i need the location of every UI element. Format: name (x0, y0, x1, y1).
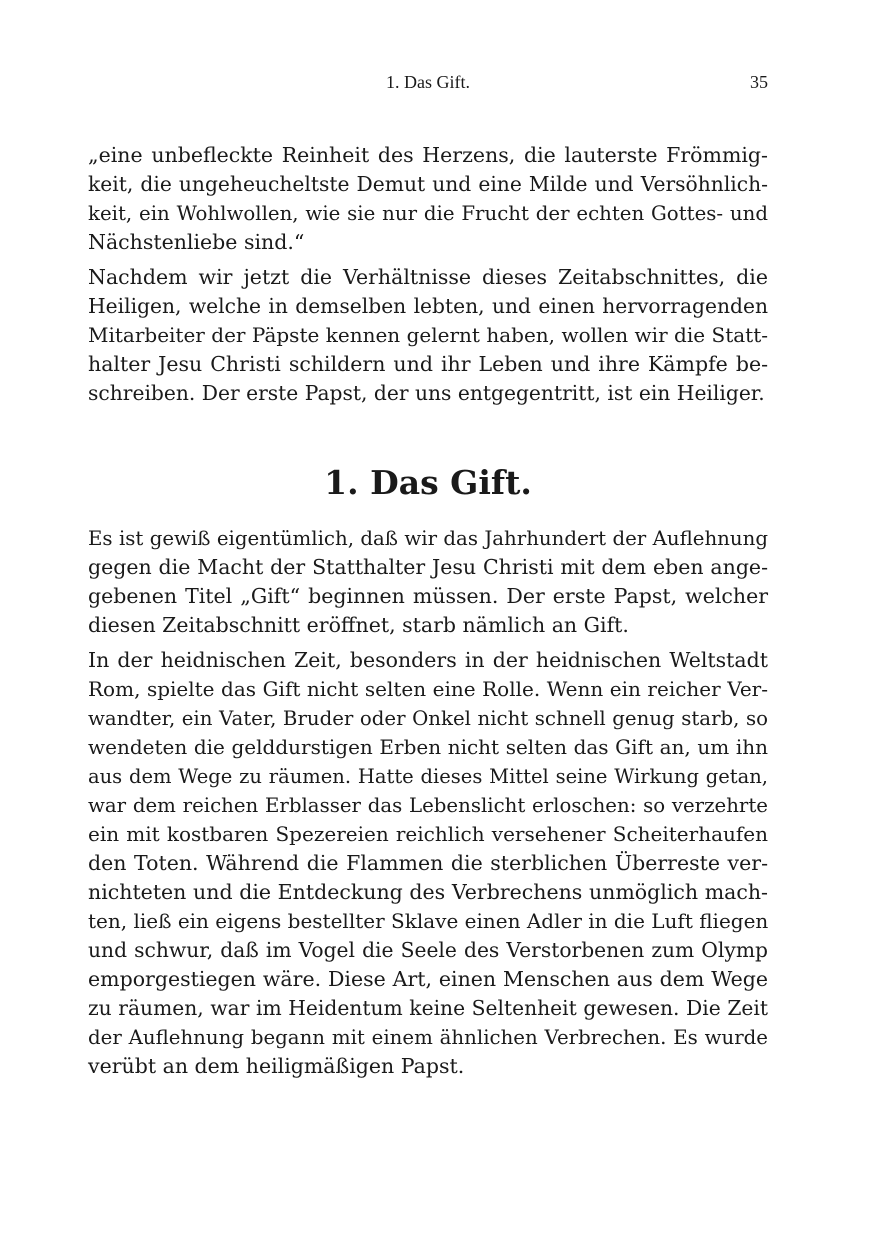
text-line: wendeten die gelddurstigen Erben nicht selten das Gift an, um ihn (88, 735, 768, 759)
text-line: keit, ein Wohlwollen, wie sie nur die Frucht der echten Gottes- und (88, 202, 768, 225)
text-line: keit, die ungeheucheltste Demut und eine Milde und Versöhnlich- (88, 172, 768, 196)
text-line: Nächstenliebe sind.“ (88, 230, 305, 254)
text-line: In der heidnischen Zeit, besonders in der heidnischen Weltstadt (88, 648, 768, 672)
text-line: Es ist gewiß eigentümlich, daß wir das Jahrhundert der Auflehnung (88, 527, 768, 550)
text-line: halter Jesu Christi schildern und ihr Leben und ihre Kämpfe be- (88, 352, 768, 376)
text-line: ten, ließ ein eigens bestellter Sklave einen Adler in die Luft fliegen (88, 909, 769, 933)
text-line: aus dem Wege zu räumen. Hatte dieses Mittel seine Wirkung getan, (88, 765, 768, 788)
text-line: war dem reichen Erblasser das Lebenslicht erloschen: so verzehrte (88, 794, 768, 817)
running-head-title: 1. Das Gift. (386, 72, 470, 92)
intro-text-block (88, 141, 768, 408)
section-heading: 1. Das Gift. (324, 463, 532, 502)
text-line: schreiben. Der erste Papst, der uns entgegentritt, ist ein Heiliger. (88, 381, 765, 405)
text-line: emporgestiegen wäre. Diese Art, einen Menschen aus dem Wege (88, 967, 768, 991)
text-line: wandter, ein Vater, Bruder oder Onkel nicht schnell genug starb, so (88, 707, 768, 730)
text-line: diesen Zeitabschnitt eröffnet, starb nämlich an Gift. (88, 613, 629, 637)
paragraph (88, 263, 768, 408)
running-head (88, 68, 768, 96)
text-line: und schwur, daß im Vogel die Seele des Verstorbenen zum Olymp (88, 938, 768, 962)
text-line: gegen die Macht der Statthalter Jesu Christi mit dem eben ange- (88, 555, 768, 579)
text-line: gebenen Titel „Gift“ beginnen müssen. Der erste Papst, welcher (88, 584, 768, 608)
text-line: zu räumen, war im Heidentum keine Seltenheit gewesen. Die Zeit (88, 996, 768, 1020)
text-line: Nachdem wir jetzt die Verhältnisse dieses Zeitabschnittes, die (88, 265, 768, 289)
text-line: „eine unbefleckte Reinheit des Herzens, die lauterste Frömmig- (88, 143, 768, 167)
text-line: nichteten und die Entdeckung des Verbrechens unmöglich mach- (88, 880, 768, 904)
paragraph (88, 524, 768, 640)
paragraph (88, 646, 768, 1081)
text-line: der Auflehnung begann mit einem ähnlichen Verbrechen. Es wurde (88, 1026, 768, 1049)
paragraph (88, 141, 768, 257)
text-line: Heiligen, welche in demselben lebten, und einen hervorragenden (88, 294, 768, 318)
text-line: ein mit kostbaren Spezereien reichlich versehener Scheiterhaufen (88, 822, 768, 846)
text-line: verübt an dem heiligmäßigen Papst. (88, 1054, 465, 1078)
section-text-block (88, 524, 768, 1081)
text-line: Rom, spielte das Gift nicht selten eine Rolle. Wenn ein reicher Ver- (88, 677, 768, 701)
text-line: Mitarbeiter der Päpste kennen gelernt haben, wollen wir die Statt- (88, 323, 768, 347)
text-line: den Toten. Während die Flammen die sterblichen Überreste ver- (88, 851, 768, 875)
page-number: 35 (750, 72, 768, 92)
